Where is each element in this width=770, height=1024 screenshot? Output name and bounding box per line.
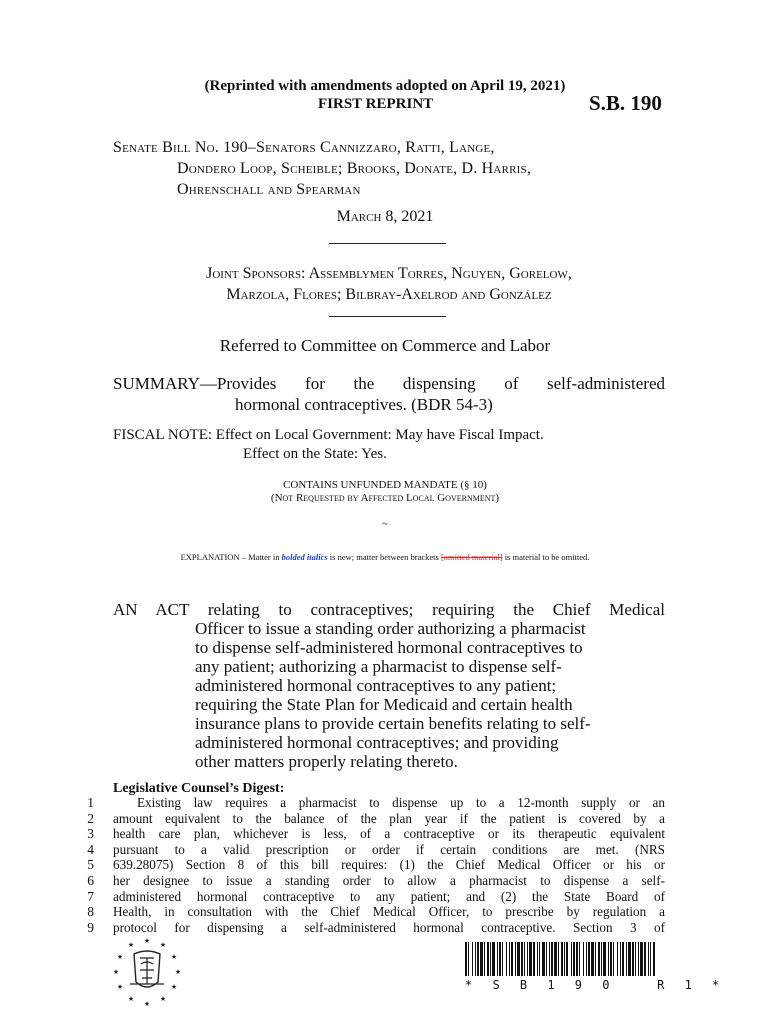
act-title-line: to dispense self-administered hormonal contraceptives to [195, 638, 583, 657]
svg-text:★: ★ [174, 968, 182, 976]
summary [113, 373, 665, 415]
mandate-line: CONTAINS UNFUNDED MANDATE (§ 10) [283, 479, 487, 491]
explanation-suffix: is material to be omitted. [502, 552, 590, 562]
fiscal-note-line: FISCAL NOTE: Effect on Local Government: May have Fiscal Impact. [113, 427, 544, 443]
digest-line: Existing law requires a pharmacist to dispense up to a 12-month supply or an [137, 795, 665, 810]
divider [329, 316, 446, 317]
explanation-note [0, 552, 770, 562]
explanation-italic-sample: bolded italics [281, 552, 328, 562]
explanation-strike-sample: [omitted material] [440, 552, 503, 562]
svg-text:★: ★ [159, 941, 167, 949]
digest-line: 639.28075) Section 8 of this bill requires: (1) the Chief Medical Officer or his or [113, 857, 665, 873]
svg-text:★: ★ [116, 983, 124, 991]
svg-text:★: ★ [170, 983, 178, 991]
senate-sponsors-line: Senate Bill No. 190–Senators Cannizzaro, Ratti, Lange, [113, 139, 495, 156]
act-title-line: any patient; authorizing a pharmacist to dispense self- [195, 657, 562, 676]
joint-sponsors-line: Marzola, Flores; Bilbray-Axelrod and González [226, 286, 552, 303]
referred-to-committee: Referred to Committee on Commerce and Labor [219, 336, 551, 355]
joint-sponsors-line: Joint Sponsors: Assemblymen Torres, Nguyen, Gorelow, [206, 265, 572, 282]
summary-line: hormonal contraceptives. (BDR 54-3) [235, 395, 493, 414]
act-title-line: other matters properly relating thereto. [195, 752, 458, 771]
tilde-mark: ~ [382, 519, 388, 530]
line-number: 4 [87, 841, 94, 857]
line-number: 5 [87, 857, 94, 873]
digest-line: Health, in consultation with the Chief Medical Officer, to prescribe by regulation a [113, 904, 665, 920]
digest-line: health care plan, whichever is less, of a contraceptive or its therapeutic equivalent [113, 826, 665, 842]
explanation-prefix: EXPLANATION – Matter in [180, 552, 282, 562]
line-numbers [80, 795, 94, 935]
senate-sponsors [113, 137, 665, 200]
svg-text:★: ★ [143, 1000, 151, 1008]
line-number: 1 [87, 795, 94, 810]
act-title-line: requiring the State Plan for Medicaid and certain health [195, 695, 573, 714]
first-reprint-label: FIRST REPRINT [318, 96, 434, 112]
svg-text:★: ★ [127, 995, 135, 1003]
digest-line: protocol for dispensing a self-administered hormonal contraceptive. Section 3 of [113, 919, 665, 935]
line-number: 8 [87, 904, 94, 920]
barcode-label: * S B 1 9 0 R 1 * [465, 978, 726, 992]
act-title [113, 600, 665, 771]
digest-line: amount equivalent to the balance of the plan year if the patient is covered by a [113, 810, 665, 826]
line-number: 3 [87, 826, 94, 842]
barcode-icon [465, 942, 655, 976]
svg-text:★: ★ [112, 968, 120, 976]
reprint-note: (Reprinted with amendments adopted on April 19, 2021) [204, 78, 566, 94]
divider [329, 243, 446, 244]
act-title-line: administered hormonal contraceptives; and providing [195, 733, 559, 752]
state-seal-icon [110, 934, 184, 1008]
svg-text:★: ★ [116, 953, 124, 961]
svg-text:★: ★ [143, 937, 151, 945]
joint-sponsors [113, 263, 665, 305]
fiscal-note-line: Effect on the State: Yes. [243, 446, 387, 462]
line-number: 7 [87, 888, 94, 904]
mandate-line: (Not Requested by Affected Local Government) [270, 492, 500, 504]
summary-line: SUMMARY—Provides for the dispensing of self-administered [113, 374, 665, 393]
senate-sponsors-line: Dondero Loop, Scheible; Brooks, Donate, D. Harris, [177, 160, 532, 177]
line-number: 9 [87, 919, 94, 935]
line-number: 2 [87, 810, 94, 826]
bill-date: March 8, 2021 [336, 208, 434, 225]
act-title-line: AN ACT relating to contraceptives; requiring the Chief Medical [113, 600, 665, 619]
digest-body [113, 795, 665, 935]
fiscal-note [113, 426, 673, 464]
svg-text:★: ★ [127, 941, 135, 949]
act-title-line: insurance plans to provide certain benefits relating to self- [195, 714, 591, 733]
svg-text:★: ★ [159, 995, 167, 1003]
act-title-line: administered hormonal contraceptives to any patient; [195, 676, 557, 695]
line-number: 6 [87, 872, 94, 888]
digest-title: Legislative Counsel’s Digest: [113, 781, 285, 796]
digest-line: her designee to issue a standing order to allow a pharmacist to dispense a self- [113, 872, 665, 888]
svg-text:★: ★ [170, 953, 178, 961]
explanation-middle: is new; matter between brackets [327, 552, 441, 562]
digest-line: administered hormonal contraceptive to any patient; and (2) the State Board of [113, 888, 665, 904]
unfunded-mandate-note [0, 479, 770, 505]
bill-number: S.B. 190 [589, 91, 662, 115]
senate-sponsors-line: Ohrenschall and Spearman [177, 181, 361, 198]
act-title-line: Officer to issue a standing order authorizing a pharmacist [195, 619, 586, 638]
digest-line: pursuant to a valid prescription or order if certain conditions are met. (NRS [113, 841, 665, 857]
